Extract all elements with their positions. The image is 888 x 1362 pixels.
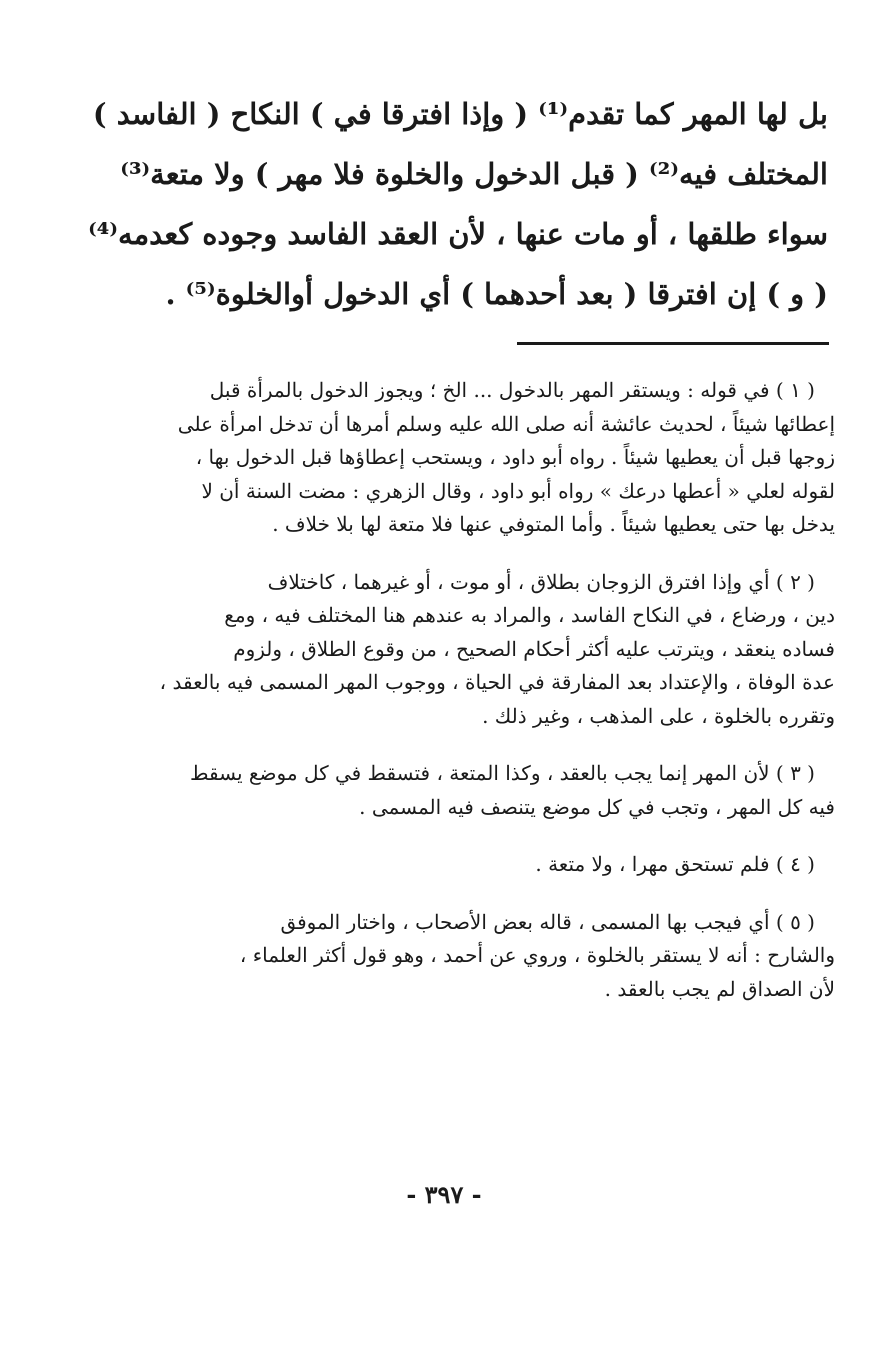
- main-text-line: المختلف فيه⁽²⁾ ( قبل الدخول والخلوة فلا مهر ) ولا متعة⁽³⁾: [120, 157, 828, 191]
- footnote-line: ( ٢ ) أي وإذا افترق الزوجان بطلاق ، أو موت ، أو غيرهما ، كاختلاف: [267, 569, 815, 594]
- main-text-block: [88, 84, 828, 324]
- footnote-divider: [517, 342, 829, 345]
- main-text-line: ( و ) إن افترقا ( بعد أحدهما ) أي الدخول أوالخلوة⁽⁵⁾ .: [165, 277, 828, 311]
- footnote-line: زوجها قبل أن يعطيها شيئاً . رواه أبو داود ، ويستحب إعطاؤها قبل الدخول بها ،: [195, 445, 835, 469]
- footnote-1: [100, 374, 835, 542]
- footnote-line: دين ، ورضاع ، في النكاح الفاسد ، والمراد به عندهم هنا المختلف فيه ، ومع: [224, 603, 835, 627]
- footnote-line: فيه كل المهر ، وتجب في كل موضع يتنصف فيه المسمى .: [359, 794, 835, 819]
- footnote-line: ( ١ ) في قوله : ويستقر المهر بالدخول ... الخ ؛ ويجوز الدخول بالمرأة قبل: [209, 378, 815, 402]
- footnote-line: وتقرره بالخلوة ، على المذهب ، وغير ذلك .: [482, 703, 835, 728]
- footnote-5: [100, 906, 835, 1007]
- footnotes-section: [100, 374, 835, 1030]
- footnote-line: عدة الوفاة ، والإعتداد بعد المفارقة في الحياة ، ووجوب المهر المسمى فيه بالعقد ،: [159, 670, 835, 694]
- footnote-line: ( ٤ ) فلم تستحق مهرا ، ولا متعة .: [535, 852, 815, 876]
- footnote-line: لأن الصداق لم يجب بالعقد .: [604, 976, 835, 1001]
- main-text-line: سواء طلقها ، أو مات عنها ، لأن العقد الفاسد وجوده كعدمه⁽⁴⁾: [88, 217, 828, 251]
- footnote-line: لقوله لعلي « أعطها درعك » رواه أبو داود ، وقال الزهري : مضت السنة أن لا: [201, 478, 835, 503]
- footnote-line: فساده ينعقد ، ويترتب عليه أكثر أحكام الصحيح ، من وقوع الطلاق ، ولزوم: [233, 636, 835, 661]
- footnote-line: والشارح : أنه لا يستقر بالخلوة ، وروي عن أحمد ، وهو قول أكثر العلماء ،: [239, 943, 835, 967]
- footnote-line: ( ٥ ) أي فيجب بها المسمى ، قاله بعض الأصحاب ، واختار الموفق: [280, 909, 815, 934]
- main-text-line: بل لها المهر كما تقدم⁽¹⁾ ( وإذا افترقا في ) النكاح ( الفاسد ): [92, 97, 828, 131]
- footnote-line: يدخل بها حتى يعطيها شيئاً . وأما المتوفي عنها فلا متعة لها بلا خلاف .: [272, 512, 835, 536]
- footnote-4: [100, 848, 835, 882]
- footnote-line: إعطائها شيئاً ، لحديث عائشة أنه صلى الله عليه وسلم أمرها أن تدخل امرأة على: [177, 411, 835, 436]
- footnote-line: ( ٣ ) لأن المهر إنما يجب بالعقد ، وكذا المتعة ، فتسقط في كل موضع يسقط: [190, 761, 815, 785]
- footnote-3: [100, 757, 835, 824]
- footnote-2: [100, 566, 835, 734]
- page-number: - ٣٩٧ -: [406, 1180, 482, 1209]
